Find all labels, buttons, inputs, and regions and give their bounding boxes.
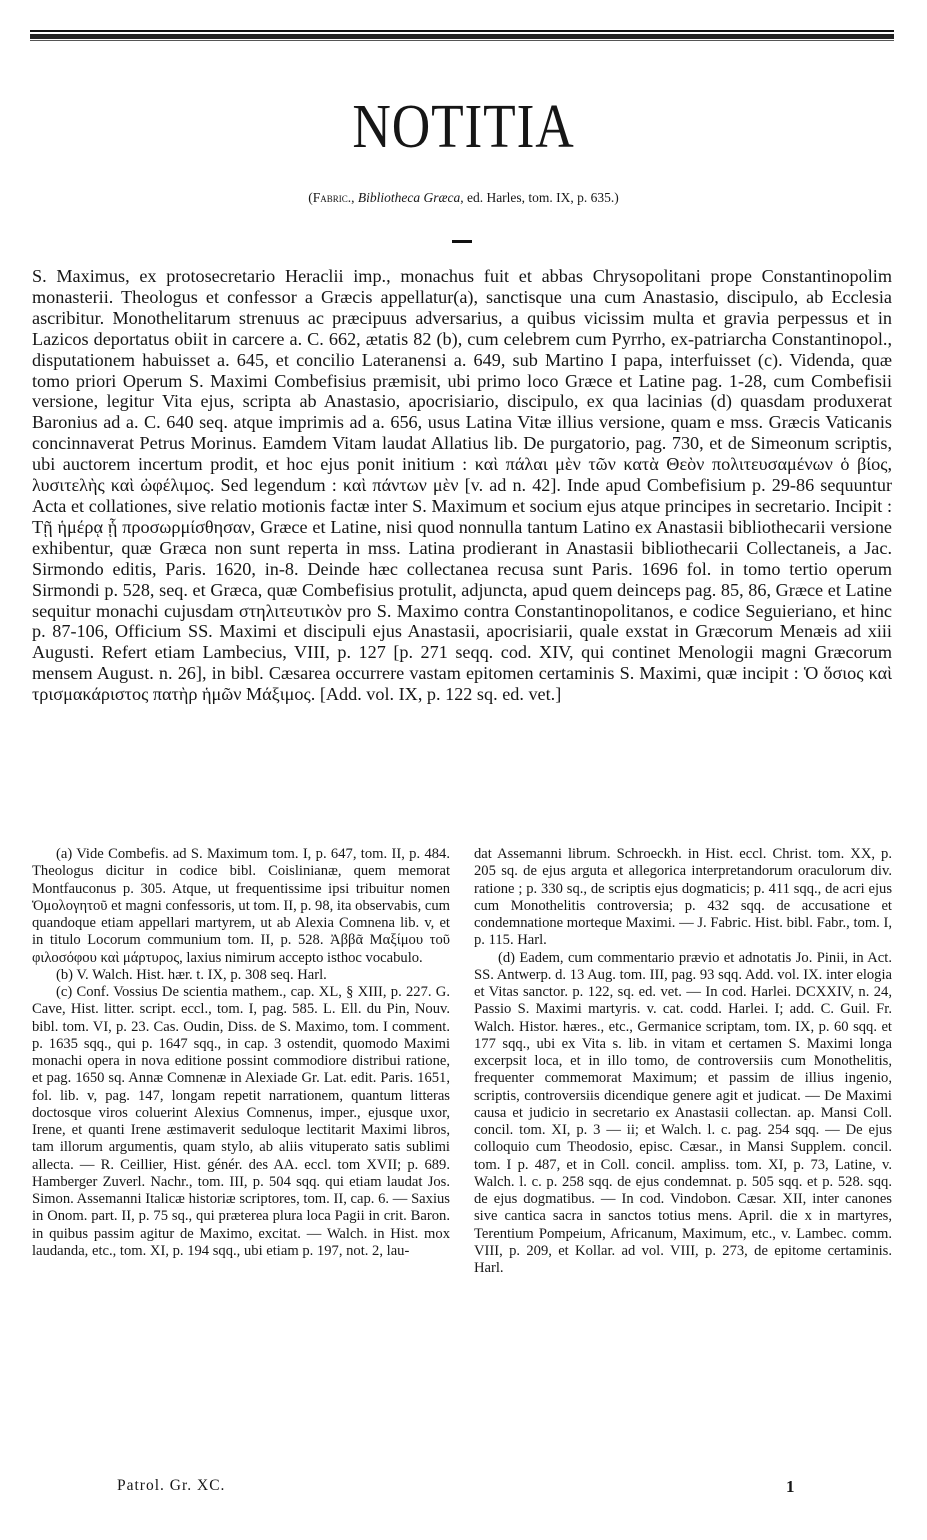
citation-rest: , ed. Harles, tom. IX, p. 635.) [460,190,619,205]
title-dash [452,240,472,243]
citation-author: Fabric. [312,190,352,205]
page-title: NOTITIA [352,93,575,161]
citation-open: ( [308,190,313,205]
footnote-c: (c) Conf. Vossius De scientia mathem., cap. XL, § XIII, p. 227. G. Cave, Hist. litter. script. eccl., tom. I, pag. 585. L. Ell. du Pin, Nouv. bibl. tom. VI, p. 23. Cas. Oudin, Diss. de S. Maximo, tom. I comment. p. 1635 sqq., qui p. 1647 sqq., in cap. 3 ostendit, quomodo Maximi monachi opera in nova editione possint commodiore distribui ratione, et pag. 1650 sq. Annæ Comnenæ in Alexiade Gr. Lat. edit. Paris. 1651, fol. lib. v, pag. 147, longam repetit narrationem, quantum litteras doctosque viros coluerint Alexius Comnenus, imper., ejusque uxor, Irene, et quanti Irene æstimaverit seduloque lectitarit Maximi libros, tam illorum argumentis, quam stylo, ab aliis vituperato satis sublimi allecta. — R. Ceillier, Hist. génér. des AA. eccl. tom XVII; p. 689. Hamberger Zuverl. Nachr., tom. III, p. 504 sqq. qui etiam laudat Jos. Simon. Assemanni Italicæ historiæ scriptores, tom. II, cap. 6. — Saxius in Onom. part. II, p. 75 sq., qui præterea plura loca Pagii in crit. Baron. in quibus passim agitur de Maximo, excitat. — Walch. in Hist. mox laudanda, etc., tom. XI, p. 194 sqq., ubi etiam p. 197, not. 2, lau- [32,984,450,1259]
footnote-b: (b) V. Walch. Hist. hær. t. IX, p. 308 seq. Harl. [56,966,327,983]
footnote-c-continued: dat Assemanni librum. Schroeckh. in Hist. eccl. Christ. tom. XX, p. 205 sq. de ejus arguta et allegorica interpretandorum oraculorum div. ratione ; p. 330 sq., de scriptis ejus dogmaticis; p. 411 sqq., de acri ejus cum Monothelitis controversia; p. 432 sqq. de accusatione et condemnatione morteque Maximi. — J. Fabric. Hist. bibl. Fabr., tom. I, p. 115. Harl. [474,846,892,949]
footnote-a: (a) Vide Combefis. ad S. Maximum tom. I, p. 647, tom. II, p. 484. Theologus dicitur in codice bibl. Coislinianæ, quem memorat Montfauconus p. 305. Atque, ut frequentissime ipsi tribuitur nomen Ὁμολογητοῦ et magni confessoris, ut tom. II, p. 98, ita observabis, cum quandoque etiam appellari martyrem, ut ab Alexia Comnena lib. v, et in titulo Locorum communium tom. II, p. 528. Ἀββᾶ Μαξίμου τοῦ φιλοσόφου καὶ μάρτυρος, laxius nimirum accepto isthoc vocabulo. [32,846,450,966]
top-rule [30,30,894,41]
main-text: S. Maximus, ex protosecretario Heraclii imp., monachus fuit et abbas Chrysopolitani prope Constantinopolim monasterii. Theologus et confessor a Græcis appellatur(a), sanctisque una cum Anastasio, discipulo, ab Ecclesia ascribitur. Monothelitarum strenuus ac præcipuus adversarius, a quibus vicissim multa et gravia perpessus et in Lazicos deportatus obiit in carcere a. C. 662, ætatis 82 (b), cum celebrem cum Pyrrho, ex-patriarcha Constantinopol., disputationem habuisset a. 645, et concilio Lateranensi a. 649, sub Martino I papa, interfuisset (c). Videnda, quæ tomo priori Operum S. Maximi Combefisius præmisit, ubi primo loco Græce et Latine pag. 1-28, cum Combefisii versione, legitur Vita ejus, scripta ab Anastasio, apocrisiario, discipulo, ex qua lacinias (d) quasdam produxerat Baronius ad a. C. 640 seq. atque imprimis ad a. 656, usus Latina Vitæ illius versione, quam e mss. Græcis Vaticanis concinnaverat Petrus Morinus. Eamdem Vitam laudat Allatius lib. De purgatorio, pag. 730, et de Simeonum scriptis, ubi auctorem incertum prodit, et hoc ejus ponit initium : καὶ πάλαι μὲν τῶν κατὰ Θεὸν πολιτευσαμένων ὁ βίος, λυσιτελὴς καὶ ὠφέλιμος. Sed legendum : καὶ πάντων μὲν [v. ad n. 42]. Inde apud Combefisium p. 29-86 sequuntur Acta et collationes, sive relatio motionis factæ inter S. Maximum et socium ejus atque principes in secretario. Incipit : Τῇ ἡμέρᾳ ᾗ προσωρμίσθησαν, Græce et Latine, nisi quod nonnulla tantum Latino ex Anastasii bibliothecarii versione exhibentur, quæ Græca non sunt reperta in mss. Latina prodierant in Anastasii bibliothecarii Collectaneis, a Jac. Sirmondo editis, Paris. 1620, in-8. Deinde hæc collectanea recusa sunt Paris. 1696 fol. in tomo tertio operum Sirmondi p. 528, seq. et Græca, quæ Combefisius protulit, adjuncta, apud quem deinceps pag. 85, 86, Græce et Latine sequitur monachi cujusdam στηλιτευτικὸν pro S. Maximo contra Constantinopolitanos, e codice Seguieriano, et hinc p. 87-106, Officium SS. Maximi et discipuli ejus Anastasii, apocrisiarii, quale exstat in Græcorum Menæis ad xiii Augusti. Refert etiam Lambecius, VIII, p. 127 [p. 271 seqq. cod. XIV, qui continet Menologii magni Græcorum mensem August. n. 26], in bibl. Cæsarea occurrere vastam epitomen certaminis S. Maximi, quæ incipit : Ὁ ὅσιος καὶ τρισμακάριστος πατὴρ ἡμῶν Μάξιμος. [Add. vol. IX, p. 122 sq. ed. vet.] [32,266,892,705]
page-number: 1 [786,1477,795,1496]
citation-sep: , [351,190,358,205]
footnotes-right-column [474,846,892,1277]
footnotes [32,846,892,1277]
footer-volume: Patrol. Gr. XC. [117,1477,226,1494]
citation-work: Bibliotheca Græca [357,190,461,205]
footnotes-left-column [32,846,450,1277]
footnote-d: (d) Eadem, cum commentario prævio et adnotatis Jo. Pinii, in Act. SS. Antwerp. d. 13 Aug. tom. III, pag. 93 sqq. Add. vol. IX. inter elogia et Vitas sanctor. p. 122, sq. ed. vet. — In cod. Harlei. DCXXIV, n. 24, Passio S. Maximi martyris. v. cat. codd. Harlei. I; add. C. Guil. Fr. Walch. Histor. hæres., etc., Germanice scriptam, tom. IX, p. 60 sqq. et 177 sqq., ubi ex Vita s. lib. in vitam et certamen S. Maximi longa excerpsit loca, et in illo tomo, de controversiis cum Monothelitis, frequenter commemorat Maximum; et passim de illius ingenio, scriptis, controversiis dicendique genere agit et judicat. — De Maximi causa et judicio in secretario ex Anastasii collectan. ap. Mansi Coll. concil. tom. XI, p. 3 — ii; et Walch. l. c. pag. 254 sqq. — De ejus colloquio cum Theodosio, episc. Cæsar., in Mansi Supplem. concil. tom. I p. 487, et in Coll. concil. ampliss. tom. XI, p. 73, Latine, v. Walch. l. c. p. 258 sqq. de ejus condemnat. p. 505 sqq. et p. 528. sqq. de ejus dogmatibus. — In cod. Vindobon. Cæsar. XII, inter canones sive cantica sacra in sanctos totius mens. April. die x in martyres, Terentium Pompeium, Africanum, Maximum, etc., v. Lambec. comm. VIII, p. 209, et Kollar. ad vol. VIII, p. 273, de epitome certaminis. Harl. [474,949,892,1276]
source-citation [0,190,927,206]
